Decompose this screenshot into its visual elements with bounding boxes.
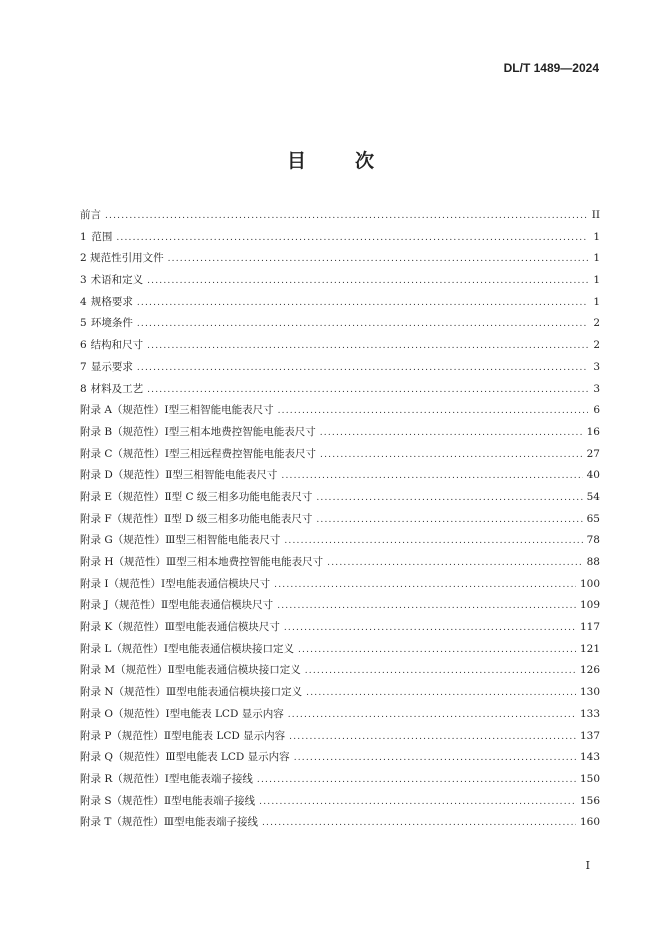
toc-entry-appendix-id: 附录 F	[80, 512, 112, 525]
toc-entry-label: 材料及工艺	[90, 382, 144, 395]
toc-entry-page: 2	[593, 317, 600, 330]
toc-entry-label: Ⅰ型电能表通信模块接口定义	[163, 642, 294, 655]
toc-entry-page: II	[591, 209, 600, 221]
toc-entry-page: 65	[586, 512, 600, 525]
toc-leader-dots	[320, 445, 583, 467]
toc-entry-page: 117	[579, 621, 600, 634]
toc-entry-normative: （规范性）	[111, 729, 164, 742]
toc-entry-number: 5	[80, 317, 87, 330]
toc-leader-dots	[305, 661, 576, 683]
toc-entry-label: 范围	[91, 230, 113, 243]
toc-entry-normative: （规范性）	[112, 469, 166, 482]
toc-entry-label: Ⅲ型电能表通信模块接口定义	[166, 686, 303, 699]
toc-entry-label: Ⅱ型电能表通信模块接口定义	[167, 664, 301, 677]
toc-entry-appendix-l[interactable]	[80, 639, 600, 661]
toc-entry-number: 8	[80, 382, 87, 395]
toc-entry-normative: （规范性）	[112, 425, 165, 438]
toc-entry-appendix-d[interactable]	[80, 465, 600, 487]
toc-entry-normative: （规范性）	[115, 664, 168, 677]
toc-entry-appendix-a[interactable]	[80, 400, 600, 422]
toc-entry-normative: （规范性）	[112, 447, 165, 460]
toc-entry-label: 环境条件	[90, 317, 133, 330]
toc-leader-dots	[288, 705, 576, 727]
toc-entry-normative: （规范性）	[112, 534, 166, 547]
toc-entry-appendix-id: 附录 C	[80, 447, 113, 460]
toc-entry-page: 130	[579, 686, 600, 699]
toc-entry-appendix-n[interactable]	[80, 682, 600, 704]
toc-entry-page: 1	[593, 252, 600, 265]
toc-leader-dots	[259, 792, 576, 814]
page-title-char-1: 目	[286, 150, 307, 172]
toc-entry-normative: （规范性）	[108, 599, 162, 612]
toc-leader-dots	[294, 748, 576, 770]
toc-entry-normative: （规范性）	[111, 512, 165, 525]
toc-entry-clause-7[interactable]	[80, 357, 600, 379]
toc-entry-page: 27	[586, 447, 600, 460]
toc-entry-appendix-f[interactable]	[80, 509, 600, 531]
toc-entry-appendix-id: 附录 M	[80, 664, 116, 677]
toc-entry-appendix-id: 附录 H	[80, 556, 114, 568]
toc-leader-dots	[116, 228, 588, 250]
toc-entry-normative: （规范性）	[112, 707, 166, 720]
page-folio: I	[585, 859, 590, 872]
toc-entry-page: 133	[579, 707, 600, 720]
toc-leader-dots	[257, 770, 576, 792]
toc-entry-normative: （规范性）	[111, 642, 164, 655]
toc-entry-page: 160	[579, 816, 600, 829]
toc-entry-appendix-r[interactable]	[80, 769, 600, 791]
toc-entry-appendix-e[interactable]	[80, 487, 600, 509]
toc-leader-dots	[147, 271, 588, 293]
toc-entry-normative: （规范性）	[113, 556, 166, 568]
toc-entry-number: 6	[80, 339, 87, 352]
toc-entry-normative: （规范性）	[108, 577, 161, 590]
toc-entry-appendix-id: 附录 D	[80, 469, 113, 482]
table-of-contents	[80, 205, 600, 834]
toc-entry-page: 150	[579, 772, 600, 785]
toc-entry-clause-8[interactable]	[80, 379, 600, 401]
toc-entry-appendix-k[interactable]	[80, 617, 600, 639]
toc-entry-page: 3	[593, 382, 600, 395]
toc-entry-appendix-b[interactable]	[80, 422, 600, 444]
toc-entry-page: 1	[593, 274, 600, 287]
toc-leader-dots	[316, 488, 582, 510]
toc-entry-appendix-id: 附录 N	[80, 686, 114, 699]
toc-entry-page: 1	[593, 230, 600, 243]
toc-entry-appendix-id: 附录 P	[80, 729, 112, 742]
toc-entry-label: 术语和定义	[90, 274, 144, 287]
toc-entry-page: 6	[593, 404, 600, 417]
toc-leader-dots	[320, 423, 583, 445]
toc-entry-clause-3[interactable]	[80, 270, 600, 292]
toc-entry-number: 3	[80, 274, 87, 287]
toc-entry-appendix-id: 附录 I	[80, 577, 109, 590]
toc-entry-normative: （规范性）	[112, 621, 165, 634]
toc-entry-appendix-s[interactable]	[80, 791, 600, 813]
toc-leader-dots	[327, 553, 582, 575]
toc-entry-label: 规格要求	[90, 295, 133, 308]
toc-entry-normative: （规范性）	[111, 794, 165, 807]
toc-entry-label: Ⅱ型电能表端子接线	[164, 794, 256, 807]
toc-entry-appendix-p[interactable]	[80, 726, 600, 748]
toc-entry-label: Ⅰ型三相远程费控智能电能表尺寸	[164, 447, 317, 460]
toc-entry-label: Ⅱ型电能表通信模块尺寸	[161, 599, 274, 612]
toc-entry-appendix-id: 附录 E	[80, 490, 113, 503]
toc-leader-dots	[137, 314, 588, 336]
toc-entry-clause-5[interactable]	[80, 313, 600, 335]
toc-entry-number: 4	[80, 295, 87, 308]
toc-entry-label: 结构和尺寸	[90, 339, 144, 352]
toc-entry-appendix-id: 附录 Q	[80, 751, 113, 764]
toc-entry-clause-6[interactable]	[80, 335, 600, 357]
toc-entry-label: Ⅰ型电能表通信模块尺寸	[161, 577, 271, 590]
toc-entry-number: 1	[80, 230, 87, 243]
toc-entry-label: Ⅲ型电能表通信模块尺寸	[164, 621, 280, 634]
toc-leader-dots	[277, 596, 576, 618]
document-number: DL/T 1489—2024	[503, 61, 599, 75]
toc-entry-page: 143	[579, 751, 600, 764]
toc-entry-appendix-j[interactable]	[80, 595, 600, 617]
toc-entry-number: 2	[80, 252, 87, 265]
toc-entry-page: 126	[579, 664, 600, 677]
toc-entry-normative: （规范性）	[112, 772, 165, 785]
toc-entry-appendix-t[interactable]	[80, 812, 600, 834]
toc-entry-normative: （规范性）	[112, 490, 165, 503]
toc-entry-normative: （规范性）	[113, 686, 167, 699]
toc-entry-appendix-id: 附录 B	[80, 425, 113, 438]
toc-entry-label: Ⅰ型三相智能电能表尺寸	[164, 404, 274, 417]
toc-entry-appendix-q[interactable]	[80, 747, 600, 769]
toc-entry-label: Ⅱ型电能表 LCD 显示内容	[163, 729, 286, 742]
toc-entry-page: 40	[586, 469, 600, 482]
toc-entry-appendix-id: 附录 S	[80, 794, 112, 807]
toc-entry-label: 显示要求	[90, 360, 133, 373]
toc-entry-page: 121	[579, 642, 600, 655]
toc-leader-dots	[316, 510, 582, 532]
toc-leader-dots	[147, 380, 588, 402]
toc-leader-dots	[147, 336, 588, 358]
toc-leader-dots	[306, 683, 576, 705]
toc-entry-label: Ⅰ型三相本地费控智能电能表尺寸	[164, 425, 316, 438]
toc-leader-dots	[105, 206, 588, 228]
toc-entry-appendix-id: 附录 J	[80, 599, 109, 612]
toc-leader-dots	[284, 531, 582, 553]
toc-entry-appendix-o[interactable]	[80, 704, 600, 726]
toc-entry-label: Ⅲ型电能表 LCD 显示内容	[165, 751, 290, 764]
toc-entry-page: 137	[579, 729, 600, 742]
toc-entry-foreword[interactable]	[80, 205, 600, 227]
toc-leader-dots	[168, 249, 588, 271]
toc-entry-page: 109	[579, 599, 600, 612]
toc-entry-page: 156	[579, 794, 600, 807]
toc-entry-label: Ⅱ型 D 级三相多功能电能表尺寸	[164, 512, 313, 525]
toc-entry-page: 1	[593, 295, 600, 308]
toc-entry-page: 3	[593, 360, 600, 373]
toc-entry-page: 16	[586, 425, 600, 438]
toc-entry-page: 2	[593, 339, 600, 352]
toc-leader-dots	[262, 813, 576, 835]
toc-entry-number: 7	[80, 360, 87, 373]
toc-entry-label: Ⅲ型三相本地费控智能电能表尺寸	[166, 556, 324, 568]
toc-entry-clause-4[interactable]	[80, 292, 600, 314]
toc-entry-appendix-i[interactable]	[80, 574, 600, 596]
toc-entry-label: Ⅱ型 C 级三相多功能电能表尺寸	[164, 490, 313, 503]
toc-entry-label: Ⅲ型三相智能电能表尺寸	[165, 534, 281, 547]
toc-leader-dots	[278, 401, 588, 423]
toc-entry-label: 规范性引用文件	[90, 252, 164, 265]
page-title	[0, 146, 662, 173]
toc-entry-label: 前言	[80, 209, 101, 221]
toc-leader-dots	[274, 575, 576, 597]
toc-entry-appendix-id: 附录 A	[80, 404, 112, 417]
toc-entry-page: 54	[586, 490, 600, 503]
toc-entry-appendix-g[interactable]	[80, 530, 600, 552]
toc-entry-page: 78	[586, 534, 600, 547]
toc-leader-dots	[281, 466, 582, 488]
toc-entry-label: Ⅱ型三相智能电能表尺寸	[165, 469, 278, 482]
toc-entry-appendix-id: 附录 G	[80, 534, 113, 547]
toc-entry-clause-1[interactable]	[80, 227, 600, 249]
toc-entry-appendix-id: 附录 O	[80, 707, 113, 720]
toc-entry-appendix-id: 附录 T	[80, 816, 112, 829]
toc-entry-appendix-id: 附录 L	[80, 642, 112, 655]
toc-entry-normative: （规范性）	[111, 816, 164, 829]
toc-entry-normative: （规范性）	[112, 751, 166, 764]
toc-leader-dots	[137, 358, 588, 380]
toc-leader-dots	[289, 727, 576, 749]
toc-entry-normative: （规范性）	[111, 404, 165, 417]
toc-entry-appendix-id: 附录 K	[80, 621, 113, 634]
toc-leader-dots	[298, 640, 576, 662]
toc-entry-appendix-h[interactable]	[80, 552, 600, 574]
toc-entry-page: 88	[586, 556, 600, 568]
toc-entry-label: Ⅰ型电能表 LCD 显示内容	[165, 707, 284, 720]
toc-entry-page: 100	[579, 577, 600, 590]
toc-leader-dots	[284, 618, 576, 640]
toc-entry-appendix-m[interactable]	[80, 660, 600, 682]
page-title-char-2: 次	[355, 150, 376, 172]
toc-entry-clause-2[interactable]	[80, 248, 600, 270]
toc-entry-label: Ⅰ型电能表端子接线	[164, 772, 253, 785]
toc-entry-appendix-c[interactable]	[80, 444, 600, 466]
toc-entry-appendix-id: 附录 R	[80, 772, 113, 785]
toc-leader-dots	[137, 293, 588, 315]
toc-entry-label: Ⅲ型电能表端子接线	[163, 816, 258, 829]
